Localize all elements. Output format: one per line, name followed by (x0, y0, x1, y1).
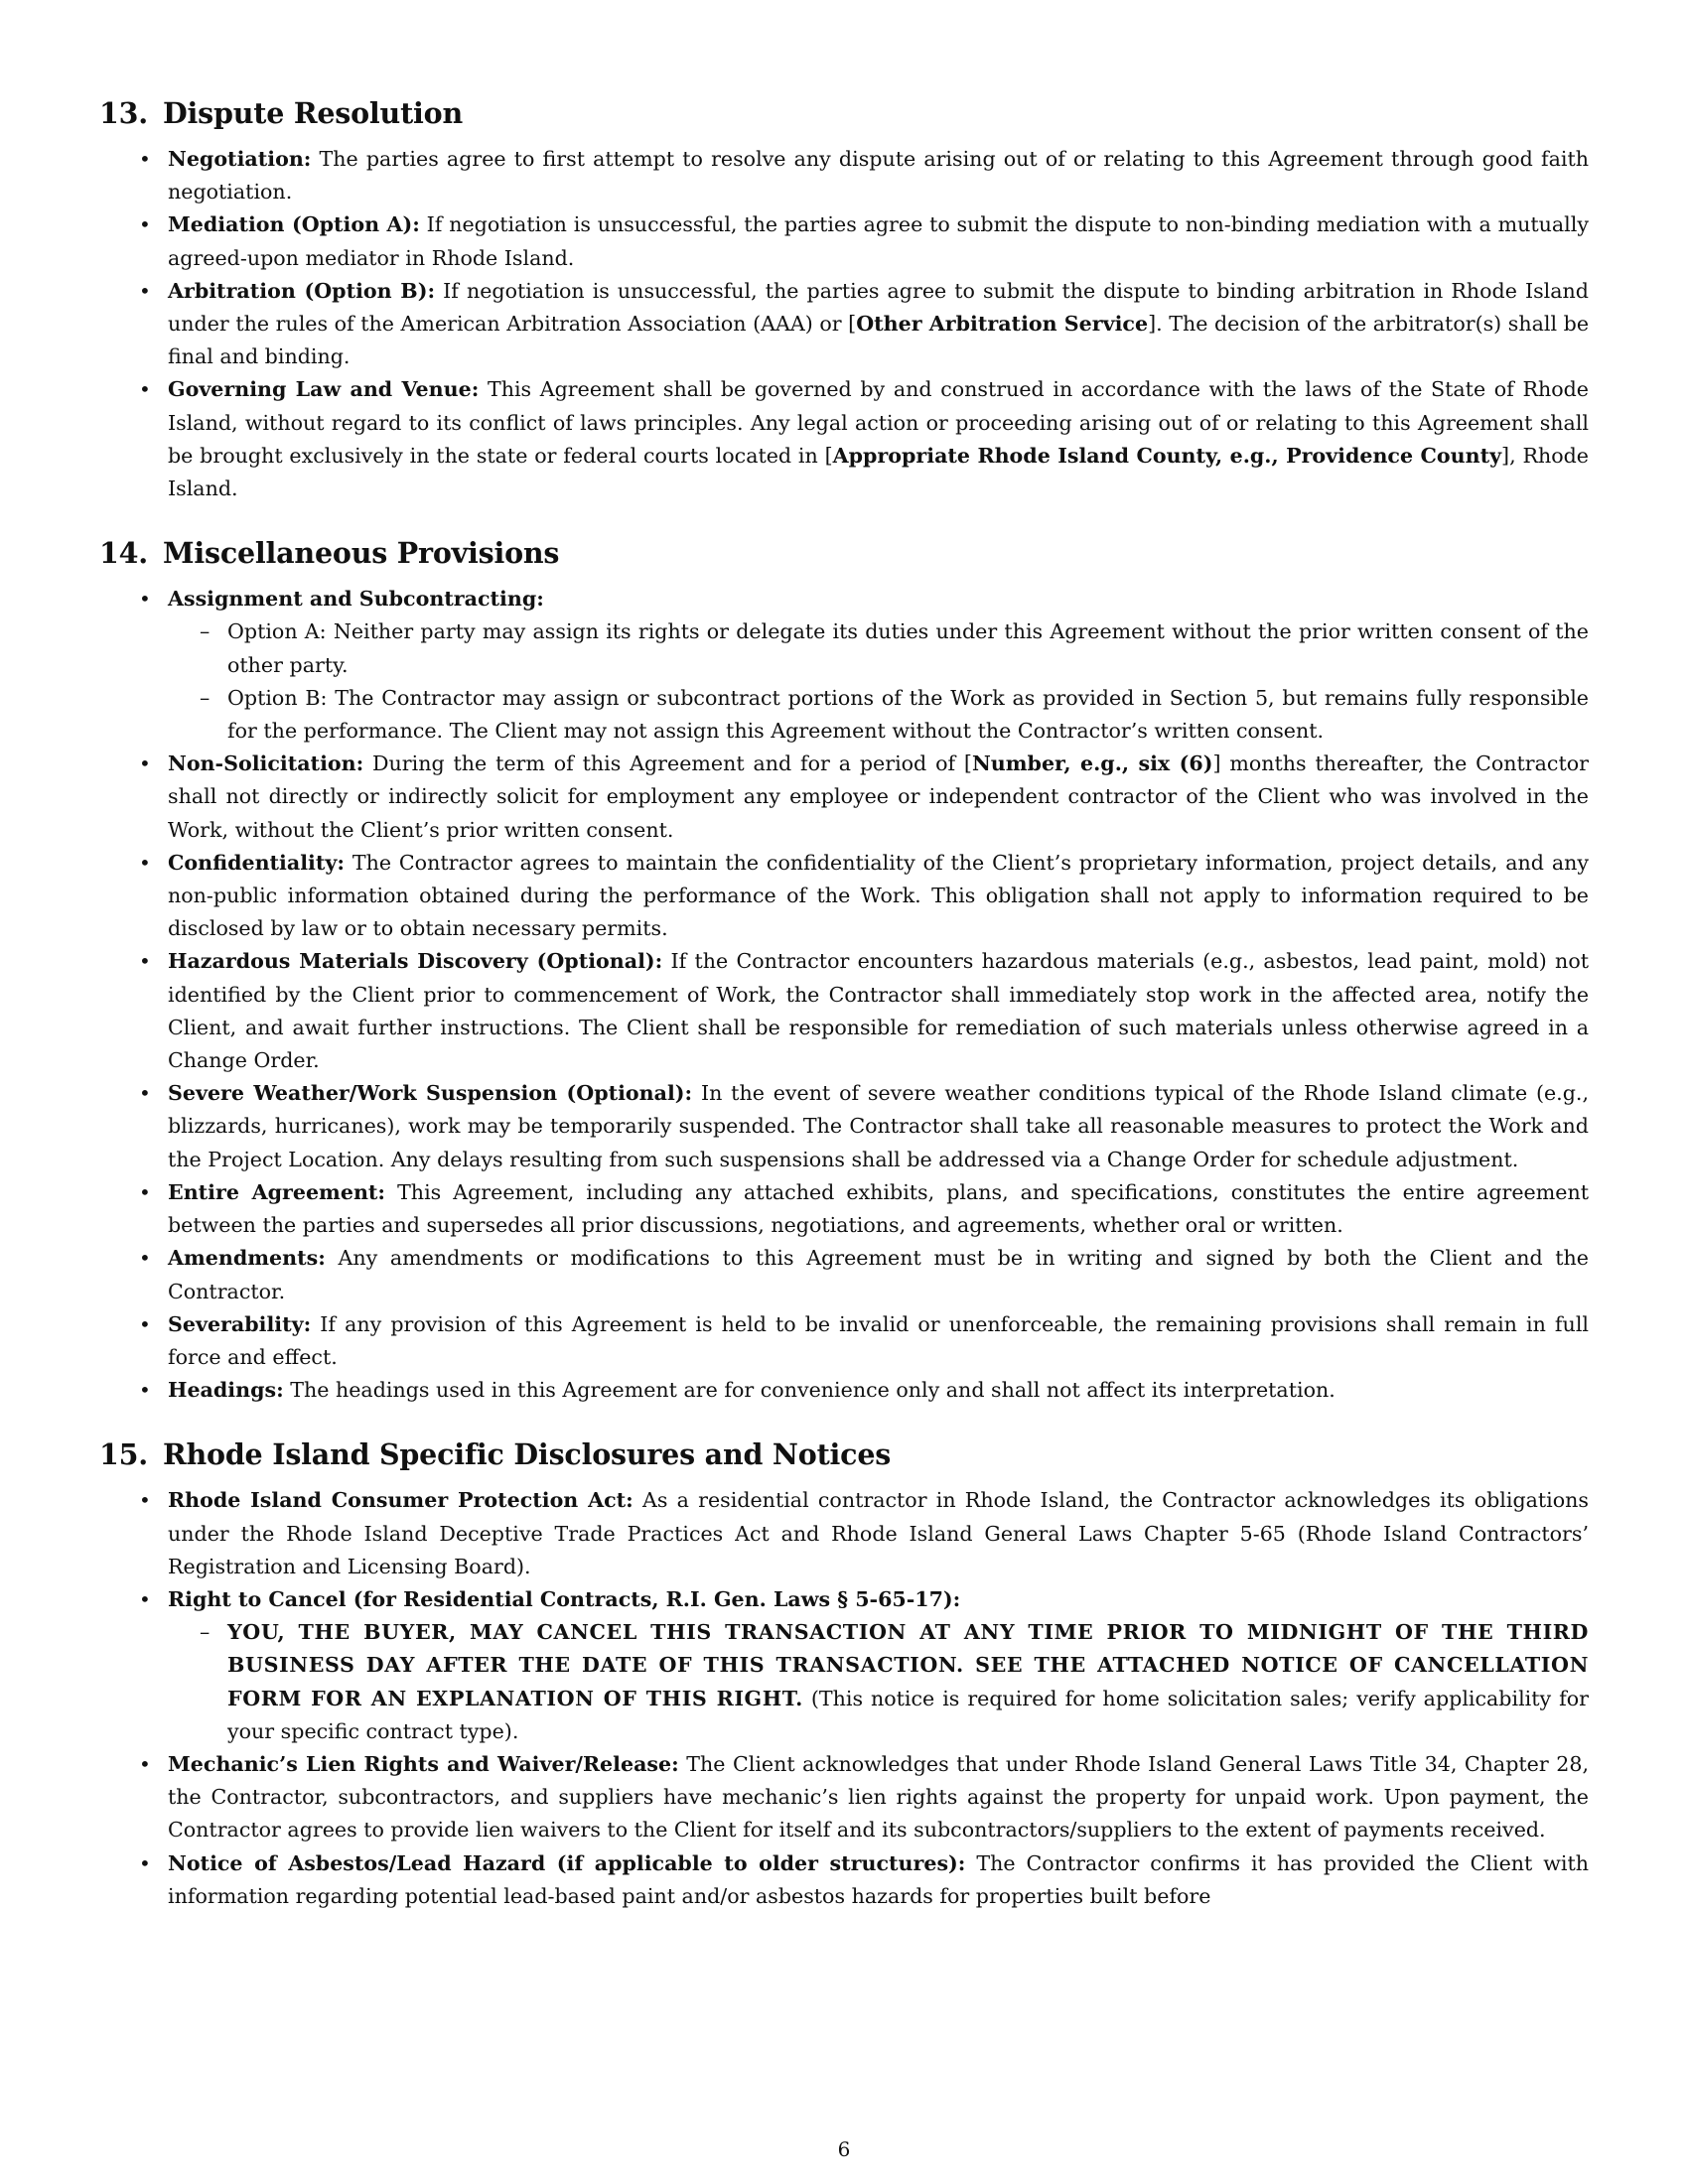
section-number: 15. (99, 1437, 148, 1472)
clause-text: The parties agree to first attempt to resolve any dispute arising out of or relating to this Agreement through good faith negotiation. (168, 147, 1589, 205)
section-heading (99, 533, 1589, 573)
clause-label: Right to Cancel (for Residential Contracts, R.I. Gen. Laws § 5-65-17): (168, 1586, 961, 1611)
clause-text: During the term of this Agreement and for a period of [ (363, 751, 972, 776)
clause-text: The headings used in this Agreement are for convenience only and shall not affect its interpretation. (283, 1378, 1336, 1403)
section-heading (99, 1434, 1589, 1474)
clause-text: If negotiation is unsuccessful, the parties agree to submit the dispute to non-binding mediation with a mutually agreed-upon mediator in Rhode Island. (168, 212, 1589, 270)
clause-label: Arbitration (Option B): (168, 278, 436, 303)
clause-governing-law (99, 373, 1589, 505)
section-15 (99, 1434, 1589, 1913)
clause-text: The Contractor confirms it has provided the Client with information regarding potential lead-based paint and/or asbestos hazards for properties built before (168, 1850, 1589, 1908)
clause-text-continued: ]. The decision of the arbitrator(s) shall be final and binding. (168, 312, 1590, 369)
clause-severe-weather (99, 1077, 1589, 1176)
section-heading (99, 93, 1589, 133)
clause-consumer-protection (99, 1484, 1589, 1583)
clause-assignment (99, 583, 1589, 748)
section-title: Miscellaneous Provisions (163, 536, 560, 571)
clause-text: Any amendments or modifications to this Agreement must be in writing and signed by both the Client and the Contractor. (168, 1246, 1589, 1303)
placeholder-field: Number, e.g., six (6) (971, 751, 1213, 776)
cancel-notice-bold: YOU, THE BUYER, MAY CANCEL THIS TRANSACTION AT ANY TIME PRIOR TO MIDNIGHT OF THE THIRD BUSINESS DAY AFTER THE DATE OF THIS TRANSACTION. SEE THE ATTACHED NOTICE OF CANCELLATION FORM FOR AN EXPLANATION OF THIS RIGHT. (227, 1620, 1589, 1710)
clause-label: Rhode Island Consumer Protection Act: (168, 1488, 633, 1513)
clause-confidentiality (99, 847, 1589, 946)
clause-right-to-cancel (99, 1583, 1589, 1748)
clause-text: This Agreement, including any attached exhibits, plans, and specifications, constitutes the entire agreement between the parties and supersedes all prior discussions, negotiations, and agreements, whether oral or written. (168, 1179, 1589, 1238)
clause-text: As a residential contractor in Rhode Island, the Contractor acknowledges its obligations under the Rhode Island Deceptive Trade Practices Act and Rhode Island General Laws Chapter 5-65 (Rhode Island Contractors’ Registration and Licensing Board). (168, 1488, 1589, 1578)
clause-mediation (99, 208, 1589, 274)
clause-amendments (99, 1242, 1589, 1307)
sub-option-b: – Option B: The Contractor may assign or subcontract portions of the Work as provided in Section 5, but remains fully responsible for the performance. The Client may not assign this Agreement without the Contractor’s written consent. (168, 682, 1589, 748)
clause-severability (99, 1308, 1589, 1374)
clause-list (99, 1484, 1589, 1913)
clause-label: Severe Weather/Work Suspension (Optional): (168, 1081, 693, 1106)
clause-entire-agreement (99, 1176, 1589, 1242)
clause-text-continued: ], Rhode Island. (168, 443, 1589, 501)
clause-text: The Client acknowledges that under Rhode Island General Laws Title 34, Chapter 28, the Contractor, subcontractors, and suppliers have mechanic’s lien rights against the property for unpaid work. Upon payment, the Contractor agrees to provide lien waivers to the Client for itself and its subcontractors/suppliers to the extent of payments received. (168, 1751, 1589, 1843)
sub-option-a: – Option A: Neither party may assign its rights or delegate its duties under this Agreement without the prior written consent of the other party. (168, 615, 1589, 681)
clause-asbestos-lead (99, 1847, 1589, 1913)
page-content (99, 93, 1589, 1941)
clause-negotiation (99, 143, 1589, 208)
section-14 (99, 533, 1589, 1407)
clause-label: Negotiation: (168, 147, 312, 171)
section-title: Rhode Island Specific Disclosures and Notices (163, 1437, 892, 1472)
clause-label: Amendments: (168, 1246, 326, 1271)
clause-label: Assignment and Subcontracting: (168, 587, 544, 612)
clause-text: If any provision of this Agreement is held to be invalid or unenforceable, the remaining provisions shall remain in full force and effect. (168, 1311, 1589, 1369)
placeholder-field: Appropriate Rhode Island County, e.g., Providence County (832, 443, 1502, 468)
clause-hazardous-materials (99, 945, 1589, 1077)
clause-mechanics-lien (99, 1748, 1589, 1847)
clause-text: The Contractor agrees to maintain the confidentiality of the Client’s proprietary information, project details, and any non-public information obtained during the performance of the Work. This obligation shall not apply to information required to be disclosed by law or to obtain necessary permits. (168, 850, 1589, 941)
clause-label: Confidentiality: (168, 850, 345, 875)
cancel-notice-list (168, 1616, 1589, 1748)
clause-headings (99, 1374, 1589, 1407)
clause-label: Notice of Asbestos/Lead Hazard (if applicable to older structures): (168, 1850, 966, 1875)
clause-label: Mechanic’s Lien Rights and Waiver/Release: (168, 1751, 679, 1776)
clause-arbitration (99, 275, 1589, 374)
clause-label: Non-Solicitation: (168, 751, 364, 776)
page-number: 6 (837, 2137, 851, 2161)
clause-label: Hazardous Materials Discovery (Optional): (168, 949, 663, 974)
section-title: Dispute Resolution (163, 96, 463, 130)
clause-non-solicitation (99, 748, 1589, 847)
section-number: 14. (99, 536, 148, 571)
clause-label: Headings: (168, 1378, 284, 1403)
cancel-notice-text: (This notice is required for home solicitation sales; verify applicability for your specific contract type). (227, 1686, 1589, 1743)
clause-list (99, 143, 1589, 505)
clause-text: If the Contractor encounters hazardous materials (e.g., asbestos, lead paint, mold) not identified by the Client prior to commencement of Work, the Contractor shall immediately stop work in the affected area, notify the Client, and await further instructions. The Client shall be responsible for remediation of such materials unless otherwise agreed in a Change Order. (168, 949, 1589, 1073)
clause-text: This Agreement shall be governed by and construed in accordance with the laws of the State of Rhode Island, without regard to its conflict of laws principles. Any legal action or proceeding arising out of or relating to this Agreement shall be brought exclusively in the state or federal courts located in [ (168, 377, 1589, 468)
clause-label: Entire Agreement: (168, 1179, 386, 1204)
clause-text: In the event of severe weather conditions typical of the Rhode Island climate (e.g., blizzards, hurricanes), work may be temporarily suspended. The Contractor shall take all reasonable measures to protect the Work and the Project Location. Any delays resulting from such suspensions shall be addressed via a Change Order for schedule adjustment. (168, 1081, 1590, 1171)
cancel-notice (168, 1616, 1589, 1748)
clause-text: If negotiation is unsuccessful, the parties agree to submit the dispute to binding arbitration in Rhode Island under the rules of the American Arbitration Association (AAA) or [ (168, 278, 1589, 337)
clause-label: Mediation (Option A): (168, 212, 420, 237)
clause-label: Severability: (168, 1311, 312, 1336)
clause-label: Governing Law and Venue: (168, 377, 480, 402)
section-13 (99, 93, 1589, 505)
sub-option-list (168, 615, 1589, 748)
placeholder-field: Other Arbitration Service (856, 312, 1149, 337)
clause-list (99, 583, 1589, 1407)
clause-text-continued: ] months thereafter, the Contractor shall not directly or indirectly solicit for employment any employee or independent contractor of the Client who was involved in the Work, without the Client’s prior written consent. (168, 751, 1589, 842)
section-number: 13. (99, 96, 148, 130)
